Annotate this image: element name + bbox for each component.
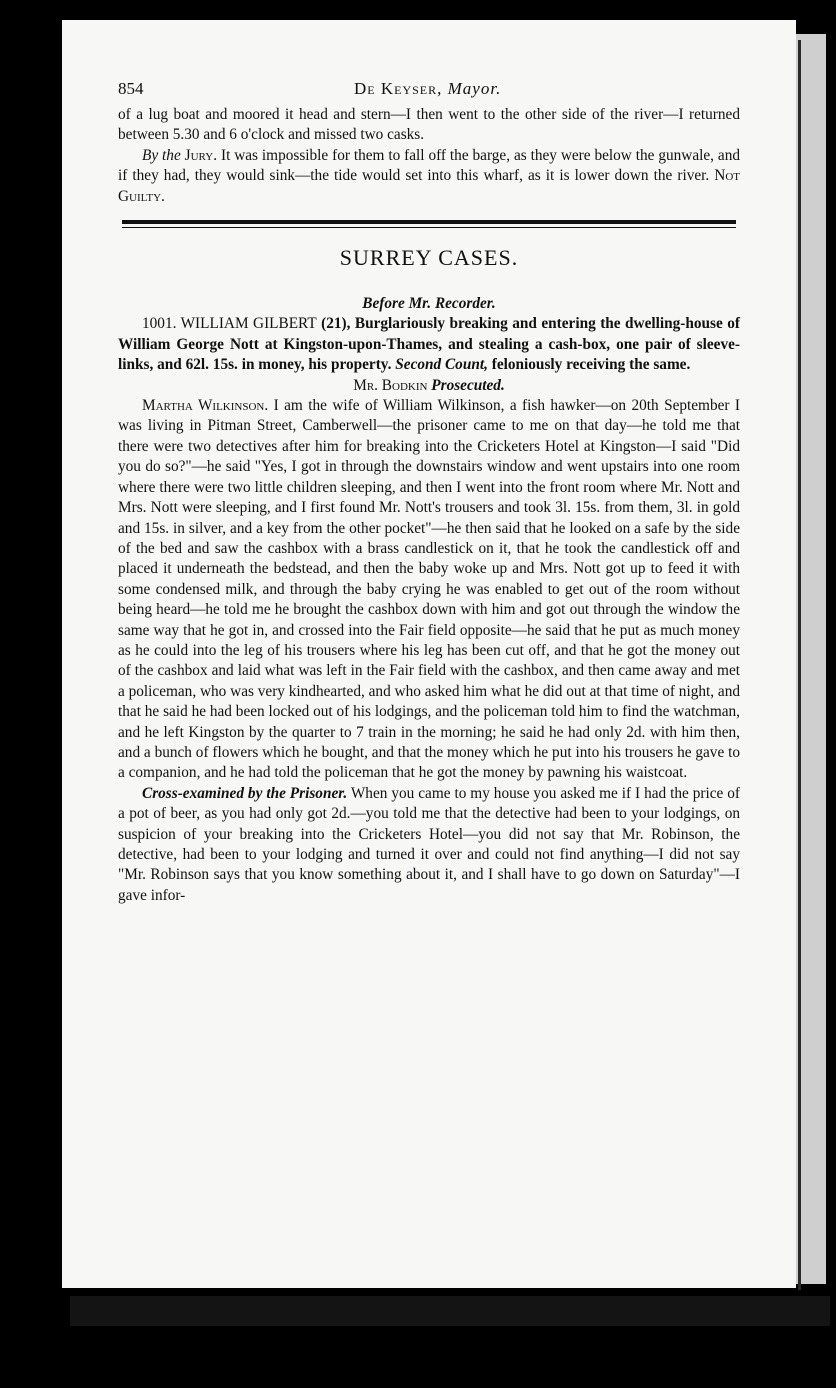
jury-label: Jury. (184, 146, 218, 164)
case-number: 1001. (142, 315, 177, 333)
running-head-title: Mayor. (447, 79, 502, 98)
scan-border (70, 1296, 830, 1326)
jury-paragraph (118, 146, 740, 207)
jury-lead: By the (142, 146, 181, 164)
running-head (354, 79, 501, 99)
page-number: 854 (118, 79, 144, 98)
prosecuted-label: Prosecuted. (431, 376, 505, 394)
prosecutor-name: Mr. Bodkin (353, 376, 428, 394)
page-edge-shadow (798, 40, 801, 1290)
section-title: SURREY CASES. (339, 245, 519, 271)
second-count-text: feloniously receiving the same. (487, 356, 691, 374)
top-paragraph: of a lug boat and moored it head and stern—I then went to the other side of the river—I returned between 5.30 and 6 o'clock and missed two casks. (118, 106, 740, 144)
cross-examination-paragraph (118, 784, 740, 906)
divider-thick (122, 220, 736, 224)
document-text (118, 75, 740, 906)
cross-text: When you came to my house you asked me if I had the price of a pot of beer, as you had only got 2d.—you told me that the detective had been to your lodgings, on suspicion of your breaking into the Cricketers Hotel—you did not say that Mr. Robinson, the detective, had been to your lodging and turned it over and could not find anything—I did not say "Mr. Robinson says that you know something about it, and I shall have to go down on Saturday"—I gave infor- (118, 784, 740, 904)
second-count-label: Second Count, (395, 356, 488, 374)
witness-name: Martha Wilkinson. (142, 397, 269, 415)
jury-text: It was impossible for them to fall off the barge, as they were below the gunwale, and if they had, they would sink—the tide would set into this wharf, as it is lower down the river. (118, 146, 740, 185)
divider-thin (122, 227, 736, 228)
case-paragraph (118, 314, 740, 375)
witness-paragraph (118, 396, 740, 784)
charge-text: (21), Burglariously breaking and entering the dwelling-house of William George Nott at Kingston-upon-Thames, and stealing a cash-box, one pair of sleeve-links, and 62l. 15s. in money, his property. (118, 315, 740, 374)
running-header (118, 75, 740, 105)
witness-testimony: I am the wife of William Wilkinson, a fish hawker—on 20th September I was living in Pitman Street, Camberwell—the prisoner came to me on that day—he told me that there were two detectives after him for breaking into the Cricketers Hotel at Kingston—I said "Did you do so?"—he said "Yes, I got in through the downstairs window and went upstairs into one room where there were two little children sleeping, and then I went into the front room where Mr. Nott and Mrs. Nott were sleeping, and I first found Mr. Nott's trousers and took 3l. 15s. from them, 3l. in gold and 15s. in silver, and a key from the other pocket"—he then said that he looked on a safe by the side of the bed and saw the cashbox with a brass candlestick on it, that he took the candlestick off and placed it underneath the bedstead, and then the baby woke up and Mrs. Nott got up to feed it with some condensed milk, and through the baby crying he was enabled to get out of the room without being heard—he told me he brought the cashbox down with him and got out through the window the same way that he got in, and crossed into the Fair field opposite—he said that he put as much money as he could into the leg of his trousers where his leg has been cut off, and that he got the money out of the cashbox and laid what was left in the Fair field with the cashbox, and then came away and met a policeman, who was very kindhearted, and who asked him what he did out at that time of night, and that he said he had been locked out of his lodgings, and the policeman told him to find the watchman, and he left Kingston by the quarter to 7 train in the morning; he said he had only 2d. with him then, and a bunch of flowers which he bought, and that the money which he put into his trousers he gave to a companion, and he had told the policeman that he got the money by pawning his waistcoat. (118, 397, 740, 782)
defendant-name: WILLIAM GILBERT (180, 315, 317, 333)
running-head-name: De Keyser, (354, 79, 443, 98)
before-line: Before Mr. Recorder. (362, 295, 496, 313)
cross-lead: Cross-examined by the Prisoner. (142, 784, 348, 802)
prosecution-line (118, 376, 740, 396)
verdict: Not Guilty. (118, 167, 741, 205)
